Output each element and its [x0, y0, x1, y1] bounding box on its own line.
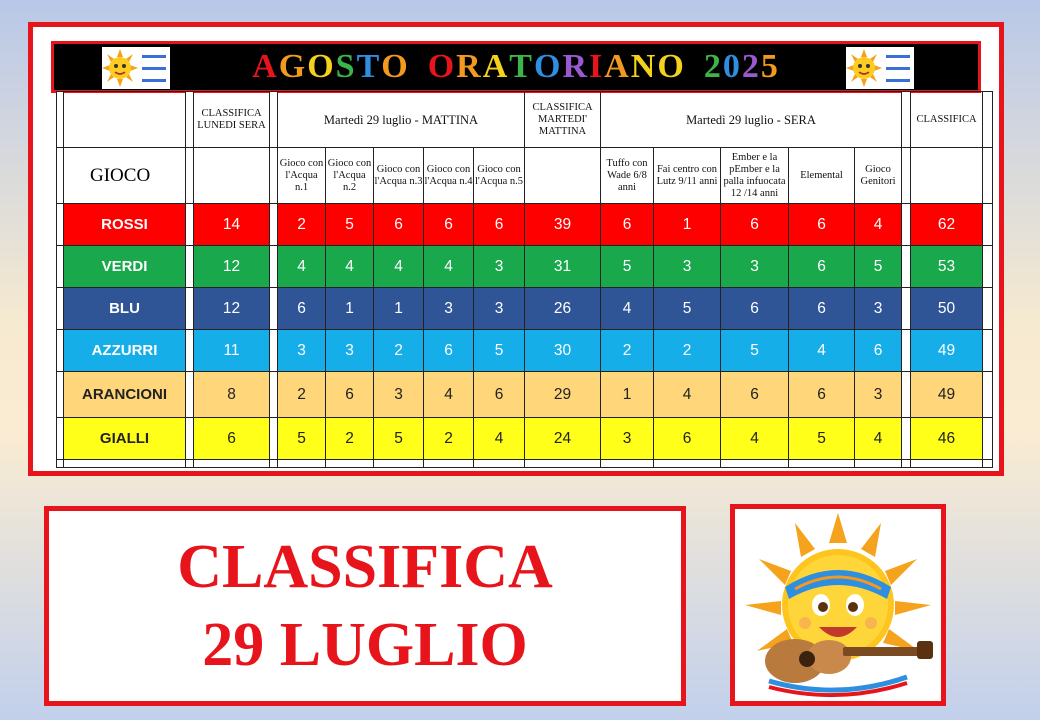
score-sera-2: 1	[654, 204, 721, 246]
header-classifica-martedi: CLASSIFICA MARTEDI' MATTINA	[525, 92, 601, 148]
score-mattina-4: 6	[424, 330, 474, 372]
score-mattina-4: 4	[424, 372, 474, 418]
score-sera-2: 2	[654, 330, 721, 372]
score-sera-3: 6	[721, 372, 789, 418]
row-gap	[57, 418, 64, 460]
score-sera-5: 4	[855, 418, 902, 460]
row-gap	[57, 330, 64, 372]
score-sera-1: 1	[601, 372, 654, 418]
caption-line-1: CLASSIFICA	[177, 533, 553, 601]
score-sera-4: 6	[789, 372, 855, 418]
score-mattina-1: 2	[278, 372, 326, 418]
header-classifica: CLASSIFICA	[911, 92, 983, 148]
header-gioco: GIOCO	[64, 148, 186, 204]
score-mattina-3: 2	[374, 330, 424, 372]
row-gap	[57, 372, 64, 418]
score-lunedi: 12	[194, 288, 270, 330]
header-game-s2: Fai centro con Lutz 9/11 anni	[654, 148, 721, 204]
header-game-s3: Ember e la pEmber e la palla infuocata 12 /14 anni	[721, 148, 789, 204]
score-martedi-mattina: 39	[525, 204, 601, 246]
row-gap	[902, 330, 911, 372]
title-banner	[51, 41, 981, 93]
table-row	[57, 330, 993, 372]
header-classifica-blank	[911, 148, 983, 204]
score-mattina-3: 6	[374, 204, 424, 246]
score-sera-2: 4	[654, 372, 721, 418]
score-total: 46	[911, 418, 983, 460]
row-gap	[270, 288, 278, 330]
banner-title-letter: O	[381, 48, 410, 85]
score-mattina-2: 5	[326, 204, 374, 246]
score-sera-4: 6	[789, 204, 855, 246]
row-gap	[983, 204, 993, 246]
score-sera-5: 6	[855, 330, 902, 372]
score-total: 50	[911, 288, 983, 330]
score-lunedi: 8	[194, 372, 270, 418]
score-total: 53	[911, 246, 983, 288]
sun-logo-left	[102, 47, 170, 89]
row-gap	[902, 288, 911, 330]
header-classifica-lunedi: CLASSIFICA LUNEDI SERA	[194, 92, 270, 148]
banner-title-letter: 2	[703, 48, 723, 85]
banner-title-letter: G	[278, 48, 308, 85]
table-row	[57, 372, 993, 418]
score-sera-1: 4	[601, 288, 654, 330]
sun-mascot-icon	[846, 49, 882, 87]
header-mattina: Martedì 29 luglio - MATTINA	[278, 92, 525, 148]
score-martedi-mattina: 30	[525, 330, 601, 372]
row-gap	[270, 246, 278, 288]
row-gap	[983, 288, 993, 330]
row-gap	[902, 418, 911, 460]
score-lunedi: 6	[194, 418, 270, 460]
score-sera-3: 4	[721, 418, 789, 460]
banner-title-letter: S	[335, 48, 357, 85]
banner-title-letter: A	[252, 48, 279, 85]
row-gap	[983, 372, 993, 418]
score-mattina-1: 6	[278, 288, 326, 330]
sun-guitar-mascot-icon	[735, 509, 941, 701]
banner-title-letter: A	[482, 48, 510, 85]
header-game-m3: Gioco con l'Acqua n.3	[374, 148, 424, 204]
banner-title-letter: I	[589, 48, 605, 85]
banner-title-letter: T	[509, 48, 534, 85]
score-sera-2: 6	[654, 418, 721, 460]
header-game-m5: Gioco con l'Acqua n.5	[474, 148, 525, 204]
row-gap	[57, 288, 64, 330]
score-sera-4: 4	[789, 330, 855, 372]
score-mattina-3: 1	[374, 288, 424, 330]
score-mattina-2: 2	[326, 418, 374, 460]
team-name: BLU	[64, 288, 186, 330]
score-mattina-3: 5	[374, 418, 424, 460]
banner-title-letter: O	[427, 48, 457, 85]
score-martedi-mattina: 24	[525, 418, 601, 460]
score-mattina-1: 2	[278, 204, 326, 246]
score-sera-1: 3	[601, 418, 654, 460]
banner-title-letter: 5	[760, 48, 780, 85]
score-mattina-1: 3	[278, 330, 326, 372]
row-gap	[186, 246, 194, 288]
score-sera-2: 5	[654, 288, 721, 330]
score-lunedi: 14	[194, 204, 270, 246]
table-row	[57, 288, 993, 330]
score-mattina-4: 3	[424, 288, 474, 330]
banner-title-letter: R	[456, 48, 483, 85]
score-mattina-1: 4	[278, 246, 326, 288]
row-gap	[983, 246, 993, 288]
score-mattina-2: 4	[326, 246, 374, 288]
row-gap	[186, 418, 194, 460]
scoreboard-frame	[28, 22, 1004, 476]
score-sera-3: 3	[721, 246, 789, 288]
score-mattina-5: 6	[474, 372, 525, 418]
banner-title-letter: R	[562, 48, 589, 85]
team-name: AZZURRI	[64, 330, 186, 372]
banner-title-letter	[410, 48, 428, 86]
banner-title-letter: O	[533, 48, 563, 85]
score-sera-4: 6	[789, 246, 855, 288]
row-gap	[902, 246, 911, 288]
banner-title-letter: 2	[741, 48, 761, 85]
score-sera-5: 3	[855, 288, 902, 330]
score-mattina-3: 4	[374, 246, 424, 288]
score-martedi-mattina: 29	[525, 372, 601, 418]
row-gap	[270, 204, 278, 246]
header-sera: Martedì 29 luglio - SERA	[601, 92, 902, 148]
table-row	[57, 204, 993, 246]
table-row	[57, 246, 993, 288]
score-mattina-3: 3	[374, 372, 424, 418]
score-mattina-2: 1	[326, 288, 374, 330]
score-martedi-mattina: 26	[525, 288, 601, 330]
score-sera-5: 5	[855, 246, 902, 288]
row-gap	[270, 330, 278, 372]
header-game-m1: Gioco con l'Acqua n.1	[278, 148, 326, 204]
header-game-s5: Gioco Genitori	[855, 148, 902, 204]
score-mattina-5: 3	[474, 246, 525, 288]
score-lunedi: 12	[194, 246, 270, 288]
row-gap	[270, 418, 278, 460]
score-sera-5: 4	[855, 204, 902, 246]
row-gap	[186, 330, 194, 372]
header-game-m2: Gioco con l'Acqua n.2	[326, 148, 374, 204]
score-total: 49	[911, 372, 983, 418]
score-mattina-5: 3	[474, 288, 525, 330]
score-mattina-4: 4	[424, 246, 474, 288]
score-mattina-1: 5	[278, 418, 326, 460]
score-mattina-4: 2	[424, 418, 474, 460]
score-sera-1: 2	[601, 330, 654, 372]
score-sera-3: 5	[721, 330, 789, 372]
sun-mascot-icon	[102, 49, 138, 87]
header-game-s4: Elemental	[789, 148, 855, 204]
score-mattina-2: 6	[326, 372, 374, 418]
score-sera-2: 3	[654, 246, 721, 288]
score-sera-4: 6	[789, 288, 855, 330]
header-game-m4: Gioco con l'Acqua n.4	[424, 148, 474, 204]
row-gap	[186, 204, 194, 246]
header-empty	[64, 92, 186, 148]
row-gap	[983, 330, 993, 372]
score-sera-1: 6	[601, 204, 654, 246]
banner-title-letter: O	[657, 48, 686, 85]
row-gap	[186, 372, 194, 418]
score-sera-3: 6	[721, 288, 789, 330]
header-martedi-blank	[525, 148, 601, 204]
row-gap	[57, 204, 64, 246]
banner-title-letter: N	[630, 48, 658, 85]
caption-box	[44, 506, 686, 706]
score-sera-5: 3	[855, 372, 902, 418]
team-name: VERDI	[64, 246, 186, 288]
mascot-frame	[730, 504, 946, 706]
header-lunedi-blank	[194, 148, 270, 204]
banner-title-letter: A	[604, 48, 631, 85]
score-mattina-5: 4	[474, 418, 525, 460]
score-sera-4: 5	[789, 418, 855, 460]
header-game-s1: Tuffo con Wade 6/8 anni	[601, 148, 654, 204]
score-lunedi: 11	[194, 330, 270, 372]
score-sera-3: 6	[721, 204, 789, 246]
sun-logo-right	[846, 47, 914, 89]
row-gap	[57, 246, 64, 288]
row-gap	[186, 288, 194, 330]
score-total: 49	[911, 330, 983, 372]
banner-title-letter: 0	[722, 48, 742, 85]
team-name: ROSSI	[64, 204, 186, 246]
row-gap	[902, 204, 911, 246]
row-gap	[270, 372, 278, 418]
team-name: GIALLI	[64, 418, 186, 460]
row-gap	[902, 372, 911, 418]
score-martedi-mattina: 31	[525, 246, 601, 288]
score-sera-1: 5	[601, 246, 654, 288]
score-mattina-5: 5	[474, 330, 525, 372]
score-mattina-5: 6	[474, 204, 525, 246]
caption-line-2: 29 LUGLIO	[202, 611, 528, 679]
score-mattina-2: 3	[326, 330, 374, 372]
score-mattina-4: 6	[424, 204, 474, 246]
score-total: 62	[911, 204, 983, 246]
scoreboard-table	[56, 91, 993, 468]
banner-title-letter: O	[307, 48, 336, 85]
table-row	[57, 418, 993, 460]
row-gap	[983, 418, 993, 460]
banner-title-letter	[686, 48, 704, 86]
banner-title	[252, 48, 780, 86]
team-name: ARANCIONI	[64, 372, 186, 418]
banner-title-letter: T	[356, 48, 382, 85]
